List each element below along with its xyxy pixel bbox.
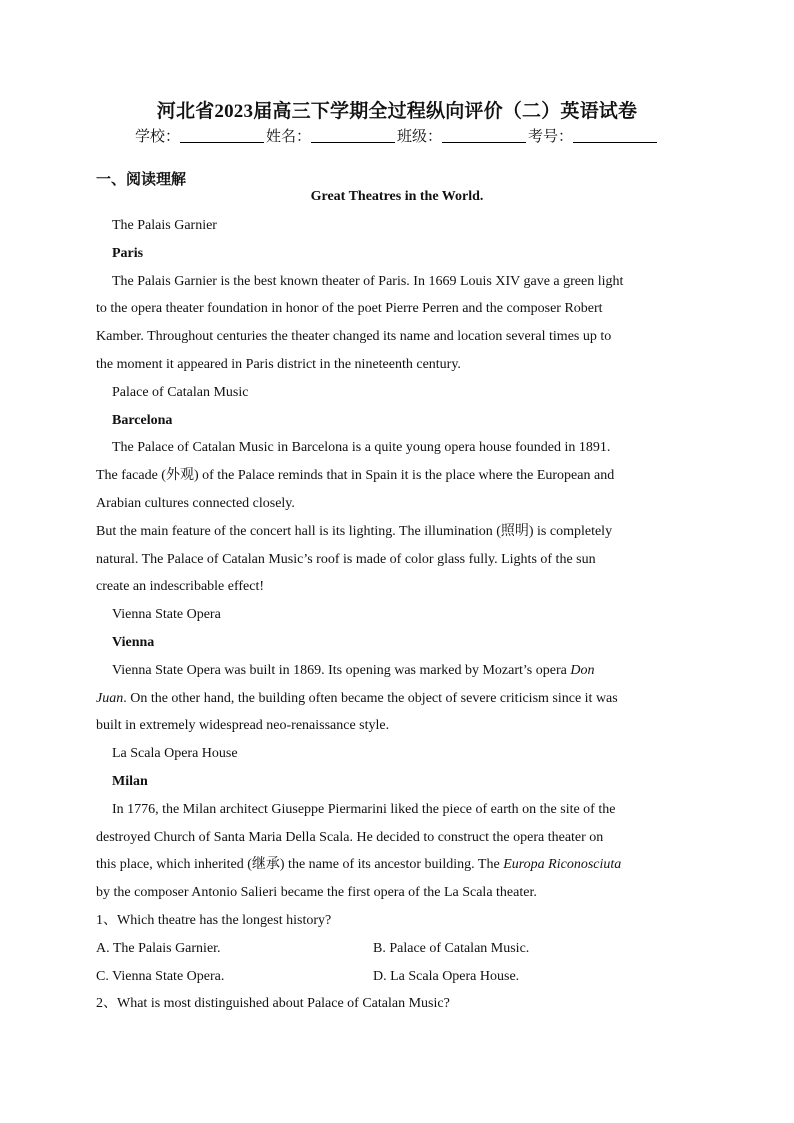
exam-title: 河北省2023届高三下学期全过程纵向评价（二）英语试卷 xyxy=(156,101,638,122)
option-a[interactable]: A. The Palais Garnier. xyxy=(96,940,221,956)
option-b[interactable]: B. Palace of Catalan Music. xyxy=(373,940,530,956)
theatre-name-3: Vienna State Opera xyxy=(112,607,221,623)
class-label: 班级： xyxy=(397,129,443,145)
option-c[interactable]: C. Vienna State Opera. xyxy=(96,968,225,984)
passage-line: Arabian cultures connected closely. xyxy=(96,495,295,511)
passage-line xyxy=(96,851,696,879)
passage-line: The Palace of Catalan Music in Barcelona is a quite young opera house founded in 1891. xyxy=(112,440,611,456)
number-label: 考号： xyxy=(528,129,574,145)
passage-line: Kamber. Throughout centuries the theater changed its name and location several times up to xyxy=(96,329,612,345)
passage-title: Great Theatres in the World. xyxy=(310,189,484,204)
passage-text: Vienna State Opera was built in 1869. Its opening was marked by Mozart’s opera xyxy=(112,662,571,678)
name-blank[interactable] xyxy=(311,128,395,143)
name-label: 姓名： xyxy=(265,129,311,145)
passage-line: destroyed Church of Santa Maria Della Scala. He decided to construct the opera theater on xyxy=(96,829,604,845)
passage-line: The Palais Garnier is the best known theater of Paris. In 1669 Louis XIV gave a green light xyxy=(112,273,624,289)
theatre-name-2: Palace of Catalan Music xyxy=(112,384,249,400)
section-heading: 一、阅读理解 xyxy=(96,172,187,188)
question-1-options-row xyxy=(96,963,696,991)
passage-line: the moment it appeared in Paris district in the nineteenth century. xyxy=(96,356,461,372)
passage-line xyxy=(96,657,696,685)
passage-line: But the main feature of the concert hall is its lighting. The illumination (照明) is completely xyxy=(96,523,613,539)
passage-line: built in extremely widespread neo-renaissance style. xyxy=(96,718,390,734)
number-blank[interactable] xyxy=(573,128,657,143)
city-heading-4: Milan xyxy=(112,773,148,789)
option-d[interactable]: D. La Scala Opera House. xyxy=(373,968,520,984)
city-heading-2: Barcelona xyxy=(112,412,173,428)
class-blank[interactable] xyxy=(442,128,526,143)
question-2-stem: 2、What is most distinguished about Palace of Catalan Music? xyxy=(96,996,450,1012)
school-label: 学校： xyxy=(134,129,180,145)
theatre-name-4: La Scala Opera House xyxy=(112,746,238,762)
passage-line: The facade (外观) of the Palace reminds that in Spain it is the place where the European and xyxy=(96,468,615,484)
opera-title: Juan xyxy=(96,690,124,706)
passage-line xyxy=(96,685,696,713)
passage-line: In 1776, the Milan architect Giuseppe Piermarini liked the piece of earth on the site of the xyxy=(112,801,616,817)
question-1-stem: 1、Which theatre has the longest history? xyxy=(96,912,332,928)
city-heading-3: Vienna xyxy=(112,634,155,650)
theatre-name-1: The Palais Garnier xyxy=(112,218,217,233)
question-1-options-row xyxy=(96,935,696,963)
opera-title: Europa Riconosciuta xyxy=(503,857,622,873)
passage-text: this place, which inherited (继承) the name of its ancestor building. The xyxy=(96,857,504,873)
passage-line: create an indescribable effect! xyxy=(96,579,265,595)
passage-text: . On the other hand, the building often became the object of severe criticism since it was xyxy=(123,690,618,706)
passage-line: natural. The Palace of Catalan Music’s roof is made of color glass fully. Lights of the sun xyxy=(96,551,596,567)
passage-line: by the composer Antonio Salieri became the first opera of the La Scala theater. xyxy=(96,885,537,901)
student-info-line xyxy=(0,125,794,146)
passage-body xyxy=(96,212,696,1018)
school-blank[interactable] xyxy=(180,128,264,143)
opera-title: Don xyxy=(570,662,595,678)
city-heading-1: Paris xyxy=(112,245,144,261)
passage-line: to the opera theater foundation in honor of the poet Pierre Perren and the composer Robert xyxy=(96,301,603,317)
